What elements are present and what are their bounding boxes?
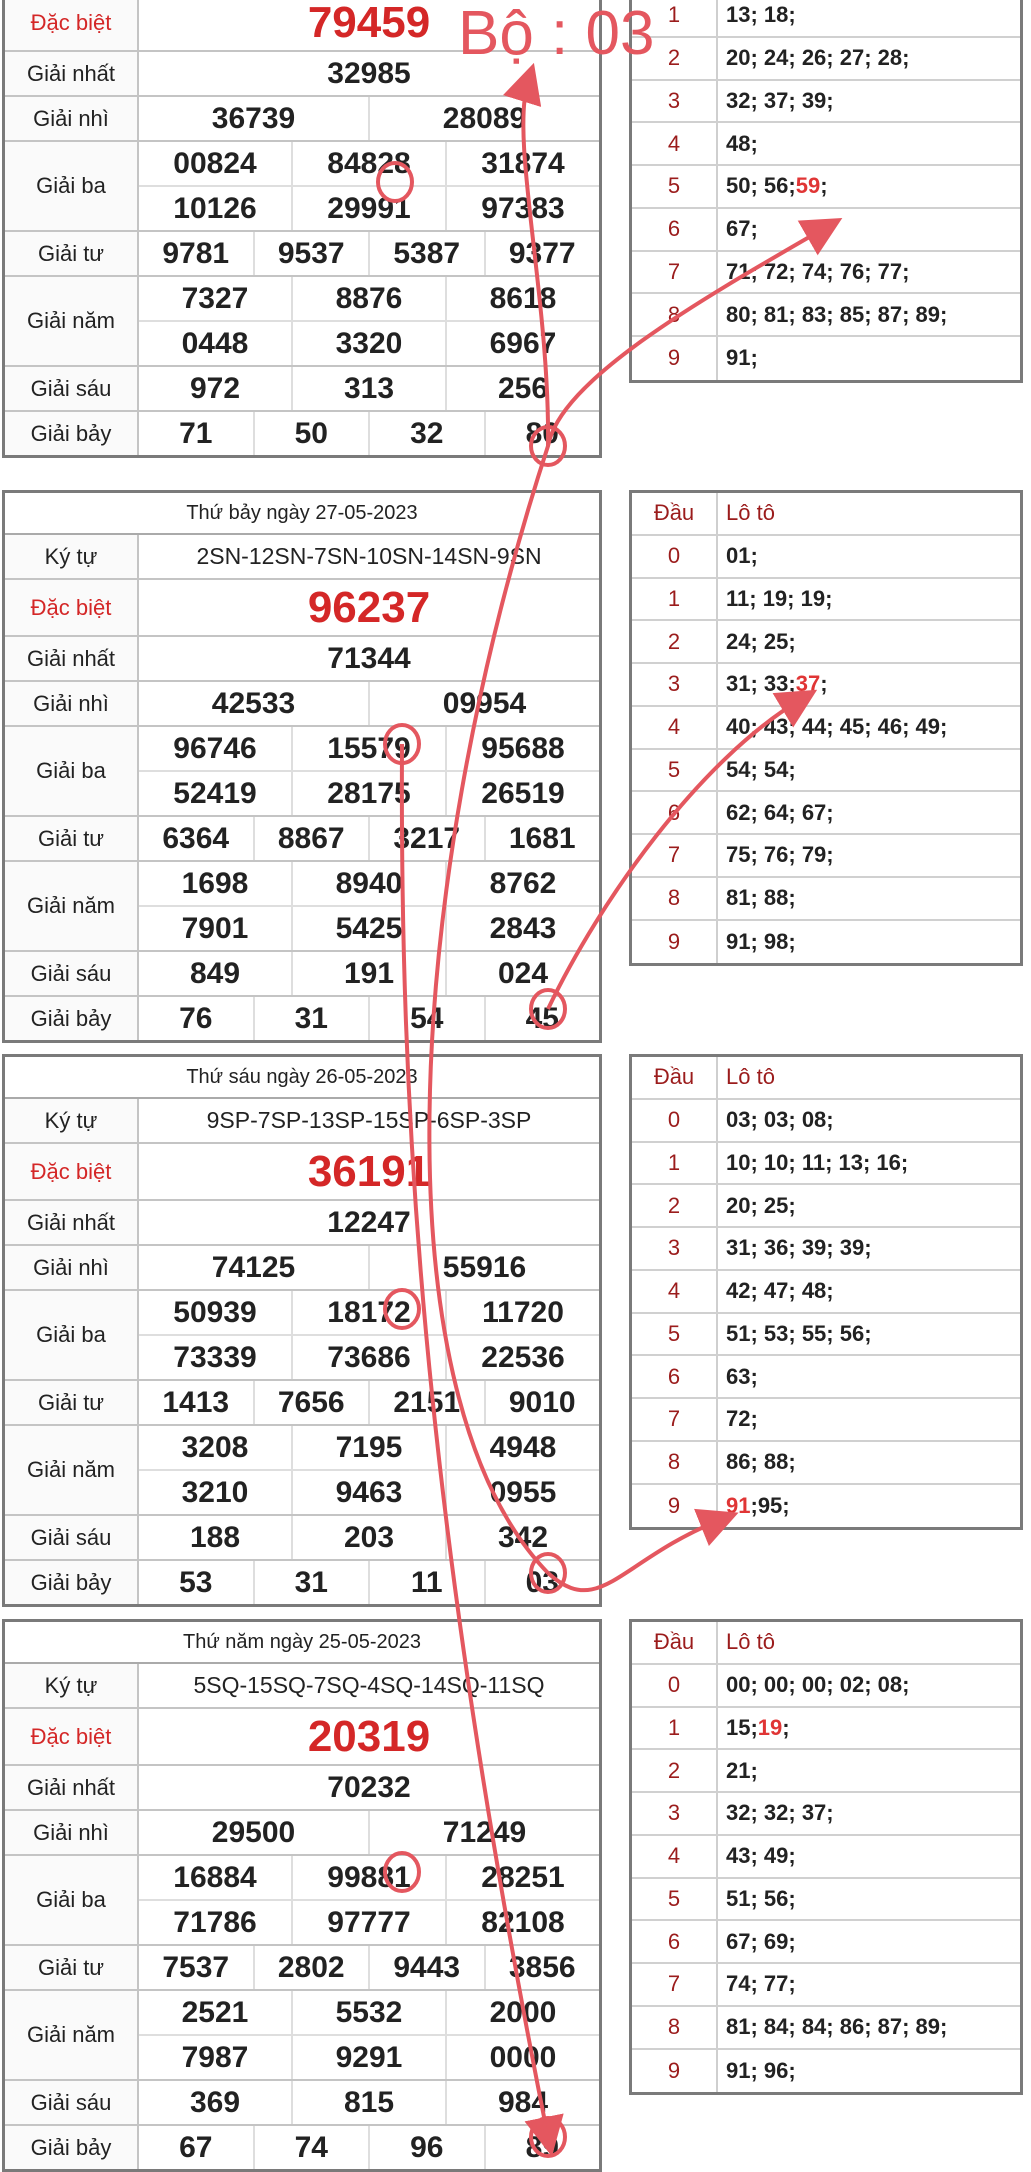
prize-number: 15579 xyxy=(291,727,445,770)
special-prize-number: 20319 xyxy=(307,1711,431,1761)
annotation-title: Bộ : 03 xyxy=(458,0,655,68)
row-label: Giải sáu xyxy=(5,367,139,410)
loto-head-digit: 4 xyxy=(632,1271,718,1312)
loto-value-text: 50; 56; xyxy=(726,173,796,199)
kytu-value: 9SP-7SP-13SP-15SP-6SP-3SP xyxy=(206,1107,532,1133)
arrow-line xyxy=(548,228,825,446)
prize-number: 84828 xyxy=(291,142,445,185)
loto-value-text: 81; 84; 84; 86; 87; 89; xyxy=(726,2014,948,2040)
prize-number: 188 xyxy=(189,1520,241,1554)
prize-number: 4948 xyxy=(445,1426,599,1469)
prize-number: 97777 xyxy=(291,1901,445,1944)
prize-number: 3856 xyxy=(484,1946,600,1989)
prize-number: 9781 xyxy=(162,236,230,270)
kytu-value: 5SQ-15SQ-7SQ-4SQ-14SQ-11SQ xyxy=(193,1672,545,1698)
prize-number: 342 xyxy=(445,1516,599,1559)
prize-number: 0955 xyxy=(445,1471,599,1514)
loto-head-digit: 4 xyxy=(632,707,718,748)
row-label: Giải năm xyxy=(5,1426,139,1514)
circle-mark xyxy=(385,1290,419,1328)
kytu-value: 2SN-12SN-7SN-10SN-14SN-9SN xyxy=(196,543,542,569)
loto-values: 50; 56; 59 ; xyxy=(726,173,828,199)
loto-values: 31; 33; 37 ; xyxy=(726,671,828,697)
row-label: Ký tự xyxy=(5,1099,139,1142)
prize-number: 7987 xyxy=(181,2040,249,2074)
loto-highlight: 59 xyxy=(795,173,821,199)
prize-number: 52419 xyxy=(173,776,257,810)
loto-value-text: 00; 00; 00; 02; 08; xyxy=(726,1672,910,1698)
row-label: Giải nhất xyxy=(5,637,139,680)
arrow-line xyxy=(429,82,548,1573)
loto-value-text: 80; 81; 83; 85; 87; 89; xyxy=(726,301,948,327)
prize-number: 16884 xyxy=(173,1860,257,1894)
row-label: Giải tư xyxy=(5,817,139,860)
prize-number: 10126 xyxy=(173,191,257,225)
prize-number: 2000 xyxy=(445,1991,599,2034)
prize-number: 97383 xyxy=(445,187,599,230)
loto-value-text: 31; 36; 39; 39; xyxy=(726,1235,872,1261)
loto-value-text: 51; 53; 55; 56; xyxy=(726,1320,872,1346)
prize-number: 82108 xyxy=(445,1901,599,1944)
prize-number: 984 xyxy=(445,2081,599,2124)
prize-number: 8876 xyxy=(291,277,445,320)
prize-number: 1681 xyxy=(484,817,600,860)
dau-header: Đầu xyxy=(632,1057,718,1098)
loto-value-text: 67; xyxy=(726,216,758,242)
date-header: Thứ bảy ngày 27-05-2023 xyxy=(5,493,599,535)
prize-number: 32 xyxy=(368,412,484,455)
loto-value-text: 48; xyxy=(726,130,758,156)
prize-number: 74 xyxy=(253,2126,369,2169)
prize-number: 31 xyxy=(253,997,369,1040)
prize-number: 73339 xyxy=(173,1340,257,1374)
loto-head-digit: 2 xyxy=(632,1750,718,1791)
prize-number: 2802 xyxy=(253,1946,369,1989)
row-label: Giải năm xyxy=(5,862,139,950)
loto-head-digit: 8 xyxy=(632,2007,718,2048)
prize-number: 31874 xyxy=(445,142,599,185)
loto-value-text: 95; xyxy=(757,1492,790,1518)
loto-value-text: 86; 88; xyxy=(726,1449,796,1475)
loto-head-digit: 2 xyxy=(632,38,718,79)
prize-number: 09954 xyxy=(368,682,599,725)
prize-number: 8618 xyxy=(445,277,599,320)
loto-head-digit: 1 xyxy=(632,0,718,36)
prize-number: 00824 xyxy=(173,146,257,180)
prize-number: 849 xyxy=(189,956,241,990)
prize-number: 73686 xyxy=(291,1336,445,1379)
prize-number: 8762 xyxy=(445,862,599,905)
loto-head-digit: 7 xyxy=(632,1399,718,1440)
prize-number: 12247 xyxy=(327,1205,411,1239)
prize-number: 815 xyxy=(291,2081,445,2124)
prize-number: 99881 xyxy=(291,1856,445,1899)
prize-number: 29991 xyxy=(291,187,445,230)
row-label: Giải nhất xyxy=(5,1201,139,1244)
loto-value-text: 40; 43; 44; 45; 46; 49; xyxy=(726,714,948,740)
row-label: Giải nhất xyxy=(5,52,139,95)
date-header: Thứ sáu ngày 26-05-2023 xyxy=(5,1057,599,1099)
prize-number: 972 xyxy=(189,371,241,405)
special-prize-number: 96237 xyxy=(307,582,431,632)
loto-value-text: 11; 19; 19; xyxy=(726,585,833,611)
loto-value-text: 75; 76; 79; xyxy=(726,842,834,868)
prize-number: 7195 xyxy=(291,1426,445,1469)
prize-number: 28089 xyxy=(368,97,599,140)
prize-number: 256 xyxy=(445,367,599,410)
loto-value-text: 01; xyxy=(726,543,758,569)
prize-number: 024 xyxy=(445,952,599,995)
special-prize-number: 79459 xyxy=(307,0,431,47)
loto-head-digit: 8 xyxy=(632,1442,718,1483)
loto-value-text: 91; 98; xyxy=(726,928,796,954)
loto-head-digit: 6 xyxy=(632,209,718,250)
row-label: Giải nhì xyxy=(5,1811,139,1854)
row-label: Đặc biệt xyxy=(5,0,139,50)
loto-head-digit: 0 xyxy=(632,1100,718,1141)
loto-value-text: 21; xyxy=(726,1757,758,1783)
row-label: Giải ba xyxy=(5,142,139,230)
prize-number: 96746 xyxy=(173,731,257,765)
loto-highlight: 91 xyxy=(726,1492,751,1518)
prize-number: 7901 xyxy=(181,911,249,945)
loto-head-digit: 3 xyxy=(632,1793,718,1834)
prize-number: 80 xyxy=(484,412,600,455)
loto-head-digit: 1 xyxy=(632,1143,718,1184)
loto-head-digit: 0 xyxy=(632,1665,718,1706)
row-label: Giải ba xyxy=(5,1291,139,1379)
loto-head-digit: 5 xyxy=(632,1879,718,1920)
prize-number: 76 xyxy=(179,1001,213,1035)
prize-number: 6967 xyxy=(445,322,599,365)
loto-values: 91 ; 95; xyxy=(726,1492,790,1518)
row-label: Giải sáu xyxy=(5,1516,139,1559)
prize-number: 8867 xyxy=(253,817,369,860)
prize-number: 5425 xyxy=(291,907,445,950)
row-label: Giải nhì xyxy=(5,682,139,725)
date-header: Thứ năm ngày 25-05-2023 xyxy=(5,1622,599,1664)
loto-values: 15; 19 ; xyxy=(726,1714,790,1740)
prize-number: 70232 xyxy=(327,1770,411,1804)
prize-number: 3208 xyxy=(181,1430,249,1464)
prize-number: 71249 xyxy=(368,1811,599,1854)
loto-value-text: 32; 32; 37; xyxy=(726,1800,834,1826)
prize-number: 28175 xyxy=(291,772,445,815)
loto-head-digit: 1 xyxy=(632,579,718,620)
prize-number: 50939 xyxy=(173,1295,257,1329)
prize-number: 71786 xyxy=(173,1905,257,1939)
loto-value-text: 91; 96; xyxy=(726,2057,796,2083)
loto-value-text: 10; 10; 11; 13; 16; xyxy=(726,1149,909,1175)
row-label: Giải tư xyxy=(5,1381,139,1424)
prize-number: 5387 xyxy=(368,232,484,275)
prize-number: 9463 xyxy=(291,1471,445,1514)
prize-number: 50 xyxy=(253,412,369,455)
prize-number: 11720 xyxy=(445,1291,599,1334)
prize-number: 9537 xyxy=(253,232,369,275)
loto-highlight: 19 xyxy=(757,1714,783,1740)
loto-header-label: Lô tô xyxy=(726,1629,775,1655)
loto-header-label: Lô tô xyxy=(726,1064,775,1090)
loto-head-digit: 5 xyxy=(632,750,718,791)
loto-value-text: 32; 37; 39; xyxy=(726,87,834,113)
prize-number: 67 xyxy=(179,2130,213,2164)
row-label: Đặc biệt xyxy=(5,1144,139,1199)
loto-header-label: Lô tô xyxy=(726,500,775,526)
row-label: Đặc biệt xyxy=(5,1709,139,1764)
prize-number: 203 xyxy=(291,1516,445,1559)
prize-number: 7537 xyxy=(162,1950,230,1984)
loto-value-text: 71; 72; 74; 76; 77; xyxy=(726,258,910,284)
prize-number: 2521 xyxy=(181,1995,249,2029)
prize-number: 11 xyxy=(368,1561,484,1604)
prize-number: 3217 xyxy=(368,817,484,860)
loto-head-digit: 6 xyxy=(632,1356,718,1397)
row-label: Giải tư xyxy=(5,232,139,275)
loto-head-digit: 9 xyxy=(632,337,718,380)
loto-value-text: 72; xyxy=(726,1406,758,1432)
circle-mark xyxy=(385,1853,419,1891)
prize-number: 74125 xyxy=(211,1250,296,1284)
loto-head-digit: 5 xyxy=(632,1314,718,1355)
loto-head-digit: 4 xyxy=(632,123,718,164)
prize-number: 2843 xyxy=(445,907,599,950)
loto-value-text: 74; 77; xyxy=(726,1971,796,1997)
circle-mark xyxy=(378,163,412,201)
row-label: Giải ba xyxy=(5,1856,139,1944)
row-label: Giải bảy xyxy=(5,412,139,455)
loto-head-digit: 0 xyxy=(632,536,718,577)
loto-value-text: 20; 25; xyxy=(726,1192,796,1218)
prize-number: 32985 xyxy=(327,56,411,90)
loto-head-digit: 7 xyxy=(632,835,718,876)
loto-value-text: 67; 69; xyxy=(726,1928,796,1954)
prize-number: 191 xyxy=(291,952,445,995)
loto-value-text: 43; 49; xyxy=(726,1843,796,1869)
prize-number: 0000 xyxy=(445,2036,599,2079)
prize-number: 9443 xyxy=(368,1946,484,1989)
prize-number: 36739 xyxy=(211,101,296,135)
loto-head-digit: 5 xyxy=(632,166,718,207)
prize-number: 53 xyxy=(179,1565,213,1599)
row-label: Giải nhì xyxy=(5,97,139,140)
prize-number: 26519 xyxy=(445,772,599,815)
prize-number: 0448 xyxy=(181,326,249,360)
loto-head-digit: 1 xyxy=(632,1708,718,1749)
row-label: Giải nhất xyxy=(5,1766,139,1809)
loto-head-digit: 2 xyxy=(632,621,718,662)
row-label: Đặc biệt xyxy=(5,580,139,635)
arrow-line xyxy=(402,744,548,2137)
row-label: Giải nhì xyxy=(5,1246,139,1289)
prize-number: 45 xyxy=(484,997,600,1040)
prize-number: 8940 xyxy=(291,862,445,905)
loto-value-text: 20; 24; 26; 27; 28; xyxy=(726,45,910,71)
prize-number: 313 xyxy=(291,367,445,410)
prize-number: 9377 xyxy=(484,232,600,275)
prize-number: 22536 xyxy=(445,1336,599,1379)
loto-head-digit: 9 xyxy=(632,921,718,964)
loto-value-text: 54; 54; xyxy=(726,756,796,782)
loto-value-text: 81; 88; xyxy=(726,885,796,911)
row-label: Giải bảy xyxy=(5,997,139,1040)
prize-number: 3210 xyxy=(181,1475,249,1509)
loto-value-text: 24; 25; xyxy=(726,628,796,654)
dau-header: Đầu xyxy=(632,493,718,534)
row-label: Giải năm xyxy=(5,277,139,365)
loto-head-digit: 2 xyxy=(632,1185,718,1226)
prize-number: 95688 xyxy=(445,727,599,770)
row-label: Giải bảy xyxy=(5,1561,139,1604)
loto-value-text: 91; xyxy=(726,345,758,371)
loto-head-digit: 9 xyxy=(632,1485,718,1528)
loto-head-digit: 4 xyxy=(632,1836,718,1877)
dau-header: Đầu xyxy=(632,1622,718,1663)
row-label: Giải sáu xyxy=(5,2081,139,2124)
loto-head-digit: 7 xyxy=(632,1964,718,2005)
row-label: Giải ba xyxy=(5,727,139,815)
prize-number: 9291 xyxy=(291,2036,445,2079)
loto-value-text: 63; xyxy=(726,1363,758,1389)
loto-head-digit: 6 xyxy=(632,1921,718,1962)
arrow-line xyxy=(548,700,800,1009)
loto-head-digit: 8 xyxy=(632,294,718,335)
loto-value-text: 15; xyxy=(726,1714,758,1740)
prize-number: 71 xyxy=(179,416,213,450)
row-label: Giải năm xyxy=(5,1991,139,2079)
prize-number: 1698 xyxy=(181,866,249,900)
row-label: Ký tự xyxy=(5,1664,139,1707)
prize-number: 7327 xyxy=(181,281,249,315)
prize-number: 96 xyxy=(368,2126,484,2169)
prize-number: 55916 xyxy=(368,1246,599,1289)
prize-number: 28251 xyxy=(445,1856,599,1899)
prize-number: 369 xyxy=(189,2085,241,2119)
loto-head-digit: 3 xyxy=(632,664,718,705)
prize-number: 1413 xyxy=(162,1385,230,1419)
prize-number: 31 xyxy=(253,1561,369,1604)
loto-head-digit: 8 xyxy=(632,878,718,919)
prize-number: 6364 xyxy=(162,821,230,855)
prize-number: 2151 xyxy=(368,1381,484,1424)
row-label: Ký tự xyxy=(5,535,139,578)
prize-number: 42533 xyxy=(211,686,296,720)
loto-head-digit: 6 xyxy=(632,792,718,833)
prize-number: 18172 xyxy=(291,1291,445,1334)
prize-number: 03 xyxy=(484,1561,600,1604)
prize-number: 71344 xyxy=(327,641,411,675)
arrow-line xyxy=(548,1520,720,1590)
loto-head-digit: 3 xyxy=(632,1228,718,1269)
row-label: Giải tư xyxy=(5,1946,139,1989)
special-prize-number: 36191 xyxy=(307,1146,431,1196)
prize-number: 54 xyxy=(368,997,484,1040)
loto-value-text: 13; 18; xyxy=(726,2,796,28)
loto-value-text: 42; 47; 48; xyxy=(726,1278,834,1304)
prize-number: 7656 xyxy=(253,1381,369,1424)
prize-number: 5532 xyxy=(291,1991,445,2034)
loto-value-text: 51; 56; xyxy=(726,1885,796,1911)
loto-highlight: 37 xyxy=(795,671,821,697)
row-label: Giải sáu xyxy=(5,952,139,995)
prize-number: 9010 xyxy=(484,1381,600,1424)
prize-number: 89 xyxy=(484,2126,600,2169)
loto-value-text: 03; 03; 08; xyxy=(726,1107,834,1133)
row-label: Giải bảy xyxy=(5,2126,139,2169)
loto-head-digit: 3 xyxy=(632,81,718,122)
loto-value-text: 31; 33; xyxy=(726,671,796,697)
loto-head-digit: 7 xyxy=(632,252,718,293)
prize-number: 29500 xyxy=(211,1815,296,1849)
loto-head-digit: 9 xyxy=(632,2050,718,2093)
loto-value-text: 62; 64; 67; xyxy=(726,799,834,825)
prize-number: 3320 xyxy=(291,322,445,365)
